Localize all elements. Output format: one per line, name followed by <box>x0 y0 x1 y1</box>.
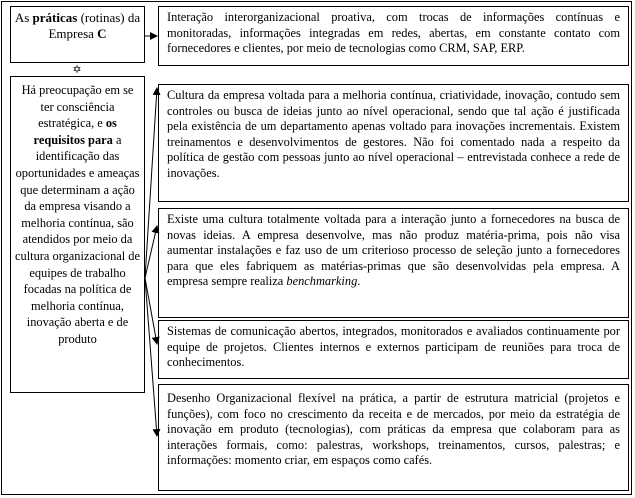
practice-text-3-italic: benchmarking <box>286 274 358 289</box>
practice-text-2: Cultura da empresa voltada para a melhoria contínua, criatividade, inovação, contudo sem controles ou busca de ideias junto ao nível operacional, sendo que tal ação é justificada pela existência de um departamento apenas voltado para inovações incrementais. Existem treinamentos e desenvolvimentos de gestores. Não foi comentado nada a respeito da política de gestão com pessoas junto ao nível operacional – entrevistada conhece a rede de inovações. <box>167 88 620 180</box>
practice-text-3: Existe uma cultura totalmente voltada para a interação junto a fornecedores na busca de novas ideias. A empresa desenvolve, mas não produz matéria-prima, pois não visa aumentar instalações e faz uso de um criterioso processo de seleção junto a fornecedores para que eles fabriquem as matérias-primas que são desenvolvidas pela empresa. A empresa sempre realiza <box>167 212 620 289</box>
arrow-to-box-4 <box>145 278 157 344</box>
left-text-part1: Há preocupação em se ter consciência estratégica, e <box>21 83 134 131</box>
title-prefix: As <box>14 10 33 25</box>
title-middle: (rotinas) da Empresa <box>48 10 141 41</box>
left-text-bold: os requisitos para <box>33 116 117 147</box>
practice-text-3-suffix: . <box>357 274 361 289</box>
arrow-to-box-2 <box>145 88 157 278</box>
arrow-to-box-5 <box>145 278 157 436</box>
practice-text-1: Interação interorganizacional proativa, com trocas de informações contínuas e monitoradas, informações integradas em redes, abertas, em constante contato com fornecedores e clientes, por meio de tecnologias como CRM, SAP, ERP. <box>167 10 620 56</box>
practice-text-4: Sistemas de comunicação abertos, integrados, monitorados e avaliados continuamente por equipe de projetos. Clientes internos e externos participam de reuniões para troca de conhecimentos. <box>167 324 620 370</box>
left-text-part2: a identificação das oportunidades e ameaças que determinam a ação da empresa visando a melhoria contínua, são atendidos por meio da cultura organizacional de equipes de trabalho focadas na política de melhoria contínua, inovação aberta e de produto <box>15 132 140 346</box>
connector-star-icon: ✡ <box>72 63 82 76</box>
practice-text-5: Desenho Organizacional flexível na prática, a partir de estrutura matricial (projetos e funções), com foco no crescimento da receita e de mercados, por meio da estratégia de inovação em produto (tecnologias), com práticas da empresa que colaboram para as interações formais, como: palestras, workshops, treinamentos, cursos, palestras; e informações: momento criar, em espaços como cafés. <box>167 391 620 468</box>
title-bold: práticas <box>32 10 78 25</box>
title-company: C <box>97 26 107 41</box>
